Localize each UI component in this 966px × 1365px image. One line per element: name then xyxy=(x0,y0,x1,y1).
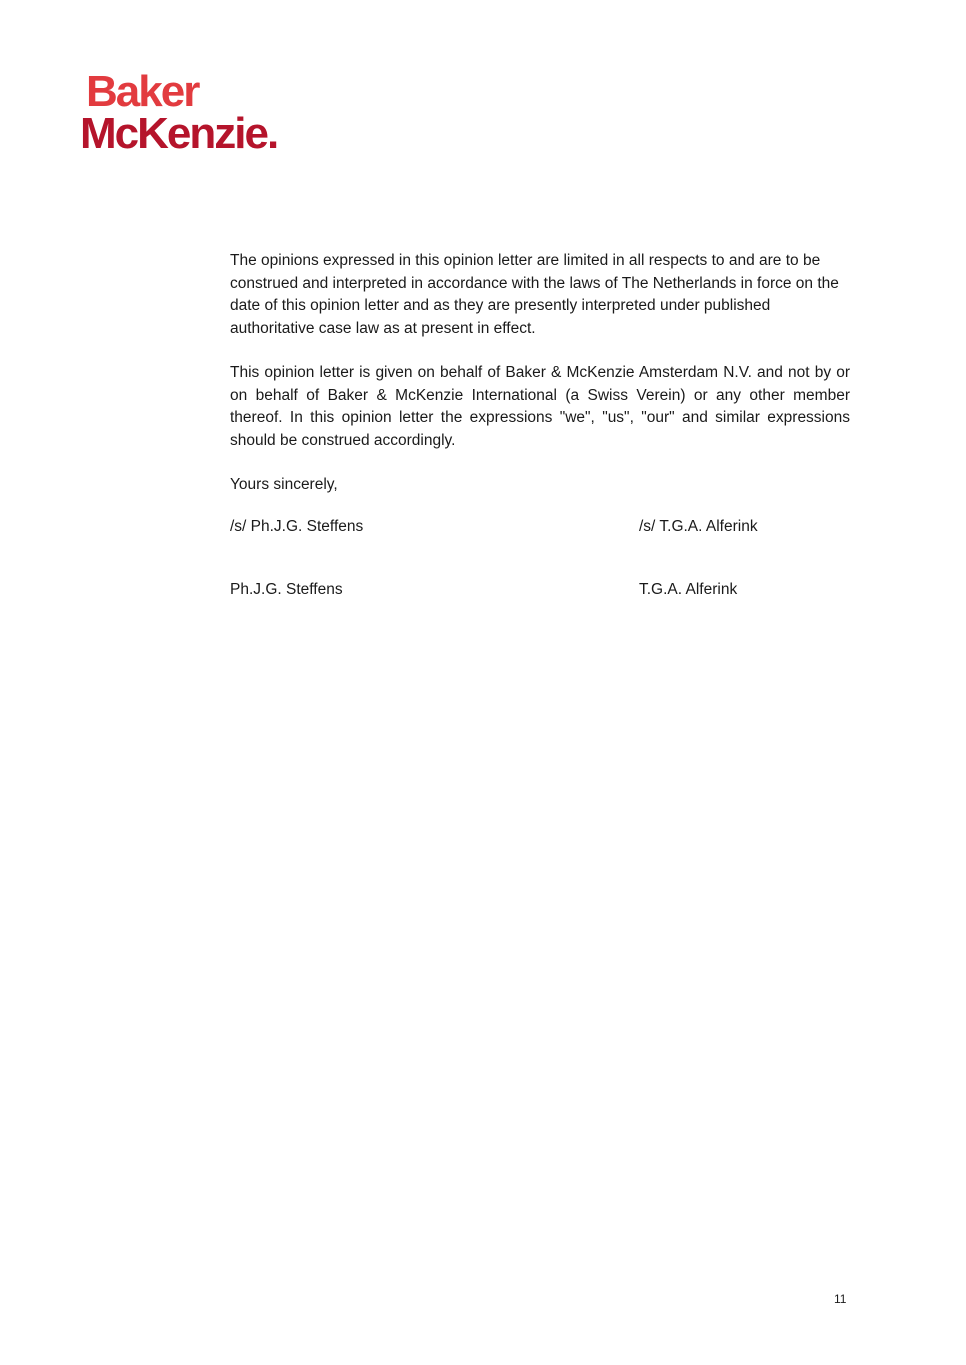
closing-block xyxy=(230,474,338,496)
capacity-paragraph: This opinion letter is given on behalf of Baker & McKenzie Amsterdam N.V. and not by or on behalf of Baker & McKenzie International (a Swiss Verein) or any other member thereof. In this opinion letter the expressions "we", "us", "our" and similar expressions should be construed accordingly. xyxy=(230,363,850,449)
signature-row xyxy=(230,516,850,538)
governing-law-paragraph: The opinions expressed in this opinion letter are limited in all respects to and are to be construed and interpreted in accordance with the laws of The Netherlands in force on the date of this opinion letter and as they are presently interpreted under published authoritative case law as at present in effect. xyxy=(230,252,839,338)
logo-text-mckenzie: McKenzie. xyxy=(80,109,278,158)
signatory-name-left: Ph.J.G. Steffens xyxy=(230,581,343,598)
signatory-name-right: T.G.A. Alferink xyxy=(639,581,738,598)
page-number: 11 xyxy=(834,1292,847,1306)
logo-text-baker: Baker xyxy=(86,67,199,116)
signatory-name-row xyxy=(230,579,850,601)
firm-logo xyxy=(80,66,340,162)
signature-right: /s/ T.G.A. Alferink xyxy=(639,518,758,535)
signature-left: /s/ Ph.J.G. Steffens xyxy=(230,518,364,535)
closing-salutation: Yours sincerely, xyxy=(230,476,338,493)
letter-body xyxy=(230,250,850,474)
